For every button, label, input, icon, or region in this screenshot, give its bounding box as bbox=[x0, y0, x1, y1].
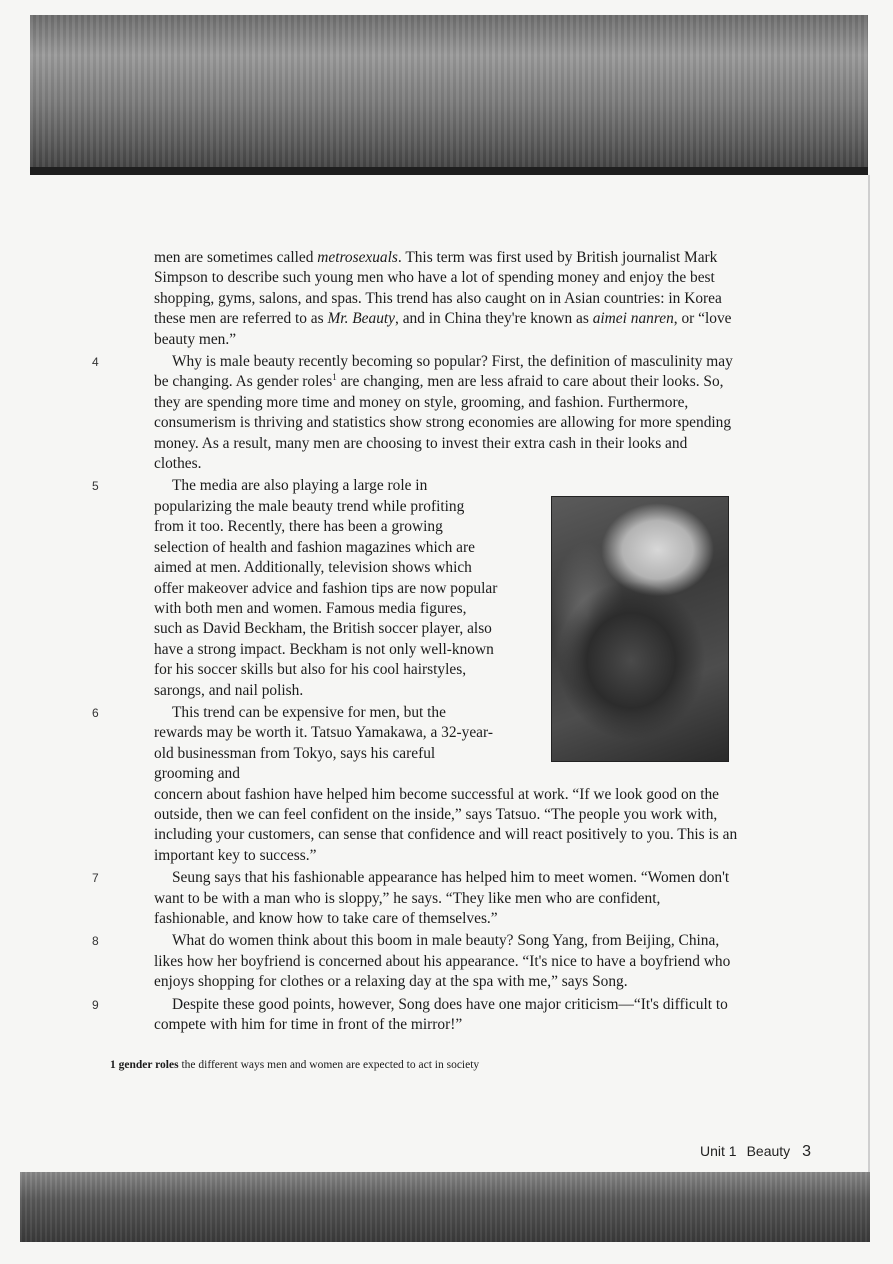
term-metrosexuals: metrosexuals bbox=[317, 249, 398, 266]
paragraph-4: 4 Why is male beauty recently becoming so popular? First, the definition of masculinity may be changing. As gender roles$^1$ are changing, men are less afraid to care about their looks. So, they are spending more time and money on style, grooming, and fashion. Furthermore, consumerism is thriving and statistics show strong economies are allowing for more spending money. As a result, many men are choosing to invest their extra cash in their looks and clothes. bbox=[92, 353, 733, 473]
page-number: 3 bbox=[802, 1143, 812, 1160]
footnote-term: 1 gender roles bbox=[110, 1059, 179, 1071]
paragraph-6a: 6 This trend can be expensive for men, but the rewards may be worth it. Tatsuo Yamakawa, a 32-year-old businessman from Tokyo, says his careful grooming and bbox=[92, 703, 493, 783]
paragraph-6b: concern about fashion have helped him become successful at work. “If we look good on the outside, then we can feel confident on the inside,” says Tatsuo. “The people you work with, including your customers, can sense that confidence and will react positively to you. This is an important key to success.” bbox=[154, 785, 738, 864]
paragraph-9: 9 Despite these good points, however, Song does have one major criticism—“It's difficult to compete with him for time in front of the mirror!” bbox=[92, 995, 728, 1034]
paragraph-intro: men are sometimes called metrosexuals. This term was first used by British journalist Mark Simpson to describe such young men who have a lot of spending money and enjoy the best shopping, gyms, salons, and spas. This trend has also caught on in Asian countries: in Korea these men are referred to as Mr. Beauty, and in China they're known as aimei nanren, or “love beauty men.” bbox=[154, 249, 732, 348]
scan-shadow-bottom bbox=[20, 1172, 870, 1242]
article-photo bbox=[551, 496, 729, 762]
footnote bbox=[110, 1057, 810, 1073]
paragraph-number: 8 bbox=[92, 934, 99, 949]
photo-image-icon bbox=[721, 756, 722, 757]
scan-shadow-top bbox=[30, 15, 868, 175]
paragraph-number: 4 bbox=[92, 355, 99, 370]
paragraph-7: 7 Seung says that his fashionable appearance has helped him to meet women. “Women don't want to be with a man who is sloppy,” he says. “They like men who are confident, fashionable, and know how to take care of themselves.” bbox=[92, 869, 730, 927]
paragraph-5: 5 The media are also playing a large role in popularizing the male beauty trend while profiting from it too. Recently, there has been a growing selection of health and fashion magazines which are aimed at men. Additionally, television shows which offer makeover advice and fashion tips are now popular with both men and women. Famous media figures, such as David Beckham, the British soccer player, also have a strong impact. Beckham is not only well-known for his soccer skills but also for his cool hairstyles, sarongs, and nail polish. bbox=[92, 477, 498, 699]
paragraph-number: 6 bbox=[92, 705, 99, 720]
paragraph-number: 9 bbox=[92, 997, 99, 1012]
footer-title: Beauty bbox=[746, 1143, 791, 1159]
footnote-definition: the different ways men and women are expected to act in society bbox=[178, 1059, 480, 1071]
page-edge bbox=[868, 175, 870, 1175]
term-mr-beauty: Mr. Beauty bbox=[327, 310, 396, 328]
paragraph-number: 5 bbox=[92, 479, 99, 494]
term-aimei-nanren: aimei nanren bbox=[592, 310, 674, 328]
paragraph-number: 7 bbox=[92, 871, 99, 886]
paragraph-8: 8 What do women think about this boom in male beauty? Song Yang, from Beijing, China, likes how her boyfriend is concerned about his appearance. “It's nice to have a boyfriend who enjoys shopping for clothes or a relaxing day at the spa with me,” says Song. bbox=[92, 932, 731, 991]
page-footer bbox=[700, 1143, 830, 1161]
footnote-marker: 1 bbox=[332, 372, 337, 383]
footer-unit: Unit 1 bbox=[700, 1143, 737, 1159]
